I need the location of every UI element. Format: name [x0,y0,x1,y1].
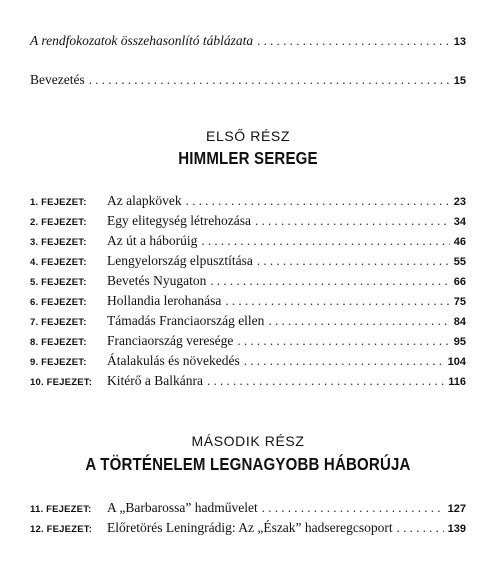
dot-leader [397,520,444,536]
chapter-number: 12. FEJEZET: [30,524,93,535]
chapter-title: Előretörés Leningrádig: Az „Észak” hadseregcsoport [107,520,393,535]
chapter-title: Támadás Franciaország ellen [107,313,265,328]
part-two-label: MÁSODIK RÉSZ [191,433,305,449]
toc-chapter-1[interactable] [30,193,466,213]
chapter-number: 2. FEJEZET: [30,217,87,228]
chapter-title: A „Barbarossa” hadművelet [107,500,258,515]
toc-chapter-9[interactable] [30,353,466,373]
chapter-page-number: 84 [453,316,466,328]
chapter-title: Franciaország veresége [107,333,234,348]
dot-leader [262,500,444,516]
toc-chapter-12[interactable] [30,520,466,540]
dot-leader [255,213,450,229]
chapter-page-number: 139 [447,523,466,535]
chapter-title: Átalakulás és növekedés [107,353,240,368]
chapter-number: 7. FEJEZET: [30,317,87,328]
dot-leader [257,253,450,269]
chapter-page-number: 55 [453,256,466,268]
chapter-page-number: 95 [453,336,466,348]
dot-leader [89,72,450,88]
dot-leader [237,333,449,349]
chapter-page-number: 66 [453,276,466,288]
chapter-title: Egy elitegység létrehozása [107,213,251,228]
chapter-number: 1. FEJEZET: [30,197,87,208]
chapter-number: 9. FEJEZET: [30,357,87,368]
chapter-page-number: 127 [447,503,466,515]
toc-chapter-4[interactable] [30,253,466,273]
toc-chapter-10[interactable] [30,373,466,393]
toc-entry-title: Bevezetés [30,72,85,87]
chapter-title: Bevetés Nyugaton [107,273,207,288]
dot-leader [201,233,449,249]
toc-chapter-7[interactable] [30,313,466,333]
chapter-page-number: 46 [453,236,466,248]
toc-chapter-11[interactable] [30,500,466,520]
toc-entry-rank-comparison-table[interactable] [30,33,466,53]
chapter-number: 8. FEJEZET: [30,337,87,348]
chapter-page-number: 34 [453,216,466,228]
chapter-number: 11. FEJEZET: [30,504,92,515]
chapter-page-number: 23 [453,196,466,208]
chapter-title: Hollandia lerohanása [107,293,222,308]
chapter-title: Az út a háborúig [107,233,198,248]
part-two-title: A TÖRTÉNELEM LEGNAGYOBB HÁBORÚJA [85,454,411,474]
chapter-number: 5. FEJEZET: [30,277,87,288]
chapter-number: 3. FEJEZET: [30,237,87,248]
dot-leader [244,353,444,369]
dot-leader [257,33,450,49]
chapter-number: 6. FEJEZET: [30,297,87,308]
part-one-label: ELSŐ RÉSZ [206,128,290,144]
toc-chapter-3[interactable] [30,233,466,253]
toc-entry-title: A rendfokozatok összehasonlító táblázata [30,33,254,48]
toc-chapter-6[interactable] [30,293,466,313]
dot-leader [225,293,449,309]
toc-entry-page-number: 15 [453,75,466,87]
toc-entry-introduction[interactable] [30,72,466,92]
toc-chapter-5[interactable] [30,273,466,293]
chapter-page-number: 75 [453,296,466,308]
toc-chapter-2[interactable] [30,213,466,233]
toc-entry-page-number: 13 [453,36,466,48]
chapter-title: Lengyelország elpusztítása [107,253,253,268]
chapter-title: Az alapkövek [107,193,182,208]
chapter-page-number: 104 [447,356,466,368]
part-one-title: HIMMLER SEREGE [178,148,318,168]
dot-leader [210,273,449,289]
dot-leader [207,373,444,389]
chapter-title: Kitérő a Balkánra [107,373,203,388]
toc-chapter-8[interactable] [30,333,466,353]
chapter-number: 4. FEJEZET: [30,257,87,268]
dot-leader [186,193,450,209]
dot-leader [268,313,449,329]
chapter-number: 10. FEJEZET: [30,377,93,388]
chapter-page-number: 116 [448,376,466,388]
